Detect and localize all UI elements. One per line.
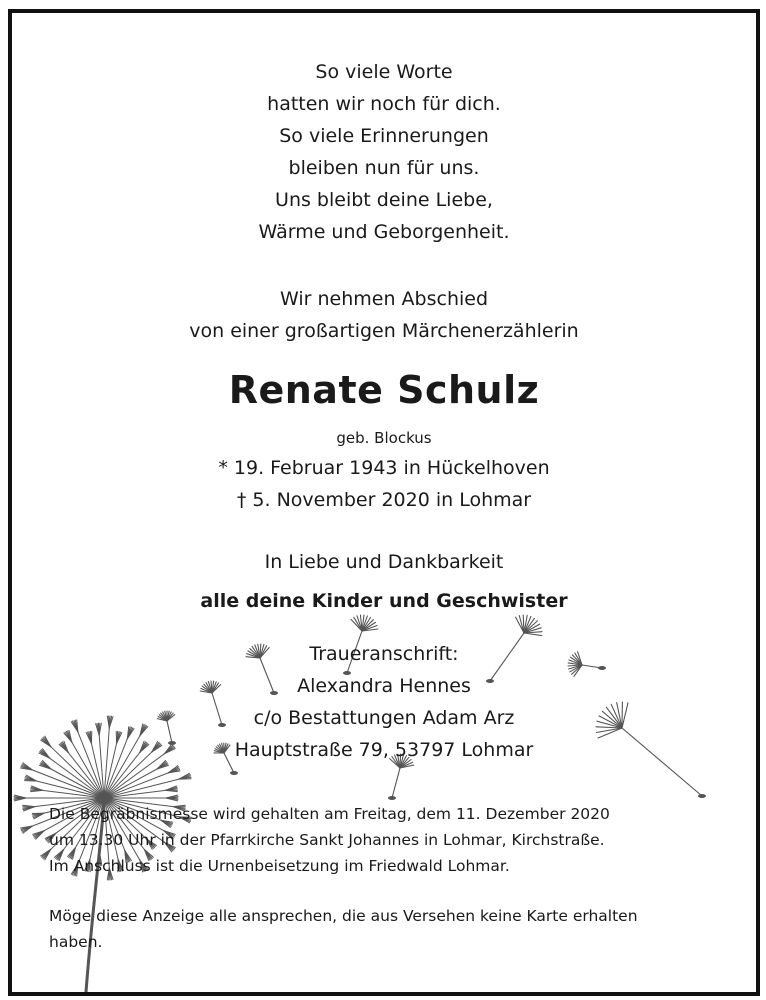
service-line: Die Begräbnismesse wird gehalten am Freitag, dem 11. Dezember 2020 — [49, 805, 610, 823]
birth-date: * 19. Februar 1943 in Hückelhoven — [218, 457, 550, 479]
service-line: Im Anschluss ist die Urnenbeisetzung im Friedwald Lohmar. — [49, 857, 510, 875]
signoff-intro: In Liebe und Dankbarkeit — [264, 551, 504, 573]
poem-line: Uns bleibt deine Liebe, — [275, 189, 493, 211]
obituary-notice — [8, 9, 760, 996]
poem-line: Wärme und Geborgenheit. — [258, 221, 510, 243]
address-heading: Traueranschrift: — [309, 643, 459, 665]
poem-line: hatten wir noch für dich. — [267, 93, 501, 115]
note-line: haben. — [49, 933, 103, 951]
deceased-name: Renate Schulz — [228, 368, 540, 412]
note-paragraph — [49, 903, 725, 955]
service-line: um 13.30 Uhr in der Pfarrkirche Sankt Johannes in Lohmar, Kirchstraße. — [49, 831, 605, 849]
poem-line: So viele Erinnerungen — [279, 125, 489, 147]
address-line: c/o Bestattungen Adam Arz — [253, 707, 515, 729]
farewell-line: Wir nehmen Abschied — [279, 288, 489, 310]
poem-line: So viele Worte — [315, 61, 453, 83]
address-line: Alexandra Hennes — [297, 675, 471, 697]
note-line: Möge diese Anzeige alle ansprechen, die aus Versehen keine Karte erhalten — [49, 907, 638, 925]
poem-line: bleiben nun für uns. — [288, 157, 480, 179]
service-paragraph — [49, 801, 725, 879]
death-date: † 5. November 2020 in Lohmar — [236, 489, 532, 511]
signoff-family: alle deine Kinder und Geschwister — [200, 590, 568, 612]
farewell-line: von einer großartigen Märchenerzählerin — [189, 320, 579, 342]
birth-name: geb. Blockus — [336, 429, 432, 447]
address-line: Hauptstraße 79, 53797 Lohmar — [234, 739, 534, 761]
